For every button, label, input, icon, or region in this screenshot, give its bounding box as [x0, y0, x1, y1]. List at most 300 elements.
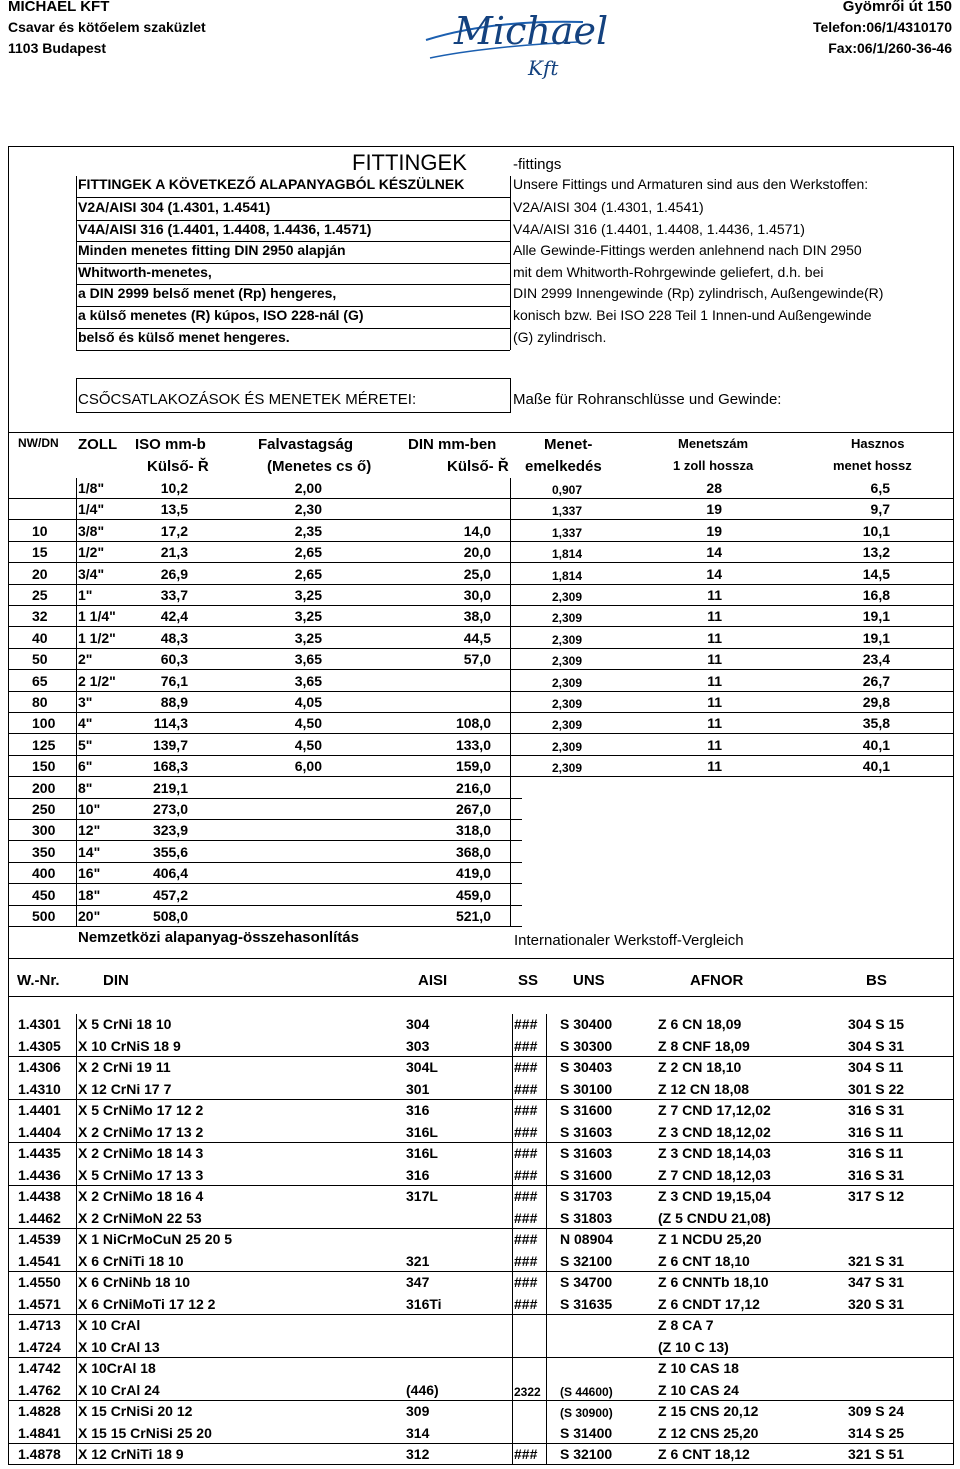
- materials-cell: S 31400: [560, 1425, 613, 1441]
- materials-cell: 1.4401: [18, 1102, 61, 1118]
- sizes-cell: 80: [32, 694, 48, 710]
- intro-right-line: Unsere Fittings und Armaturen sind aus den Werkstoffen:: [513, 176, 869, 192]
- sizes-cell: 9,7: [870, 501, 890, 517]
- sizes-cell: 10,2: [160, 480, 188, 496]
- sizes-header-1: Hasznos: [851, 436, 905, 451]
- materials-row: [10, 1423, 954, 1444]
- materials-cell: S 30400: [560, 1016, 613, 1032]
- sizes-cell: 459,0: [455, 887, 491, 903]
- sizes-row: [10, 735, 954, 756]
- intro-left-line: belső és külső menet hengeres.: [78, 329, 290, 345]
- sizes-cell: 273,0: [152, 801, 188, 817]
- sizes-header-2: menet hossz: [833, 458, 912, 473]
- sizes-cell: 4,50: [294, 715, 322, 731]
- sizes-cell: 11: [707, 630, 722, 646]
- logo-sub: Kft: [528, 56, 559, 80]
- materials-cell: S 32100: [560, 1253, 613, 1269]
- sizes-cell: 114,3: [153, 715, 188, 731]
- materials-cell: ###: [514, 1210, 538, 1226]
- materials-cell: Z 15 CNS 20,12: [658, 1403, 759, 1419]
- materials-cell: S 30403: [560, 1059, 613, 1075]
- materials-title-hu: Nemzetközi alapanyag-összehasonlítás: [78, 929, 359, 946]
- materials-cell: 316L: [406, 1145, 438, 1161]
- sizes-cell: 42,4: [160, 608, 188, 624]
- sizes-cell: 2,65: [294, 566, 322, 582]
- rule: [8, 519, 954, 520]
- rule: [510, 478, 511, 927]
- materials-cell: 304 S 15: [848, 1016, 905, 1032]
- materials-cell: 309: [406, 1403, 430, 1419]
- materials-header-cell: SS: [518, 972, 539, 989]
- rule: [76, 263, 510, 264]
- sizes-row: [10, 906, 954, 927]
- materials-cell: 317 S 12: [848, 1188, 905, 1204]
- materials-cell: Z 2 CN 18,10: [658, 1059, 742, 1075]
- materials-cell: 1.4305: [18, 1038, 61, 1054]
- sizes-cell: 133,0: [455, 737, 491, 753]
- materials-header-cell: AISI: [418, 972, 448, 989]
- sizes-cell: 76,1: [160, 673, 188, 689]
- sizes-cell: 150: [32, 758, 56, 774]
- materials-cell: X 2 CrNi 19 11: [78, 1059, 171, 1075]
- materials-cell: 1.4762: [18, 1382, 61, 1398]
- intro-title-de: -fittings: [513, 156, 562, 173]
- sizes-cell: 100: [32, 715, 56, 731]
- materials-cell: 1.4724: [18, 1339, 61, 1355]
- sizes-cell: 15: [32, 544, 48, 560]
- materials-row: [10, 1036, 954, 1057]
- sizes-cell: 318,0: [455, 822, 491, 838]
- materials-row: [10, 1143, 954, 1164]
- materials-cell: 1.4435: [18, 1145, 61, 1161]
- sizes-cell: 13,5: [160, 501, 188, 517]
- materials-cell: 316: [406, 1102, 430, 1118]
- materials-cell: S 31803: [560, 1210, 613, 1226]
- sizes-row: [10, 606, 954, 627]
- sizes-header-2: 1 zoll hossza: [673, 458, 754, 473]
- materials-cell: 1.4462: [18, 1210, 61, 1226]
- sizes-header-1: ISO mm-b: [135, 436, 206, 453]
- sizes-row: [10, 799, 954, 820]
- materials-header-cell: W.-Nr.: [17, 972, 60, 989]
- materials-header-cell: UNS: [573, 972, 605, 989]
- materials-cell: 314: [406, 1425, 430, 1441]
- sizes-cell: 32: [32, 608, 48, 624]
- materials-cell: ###: [514, 1231, 538, 1247]
- materials-cell: 316: [406, 1167, 430, 1183]
- materials-cell: ###: [514, 1167, 538, 1183]
- materials-header-cell: BS: [866, 972, 887, 989]
- sizes-cell: 368,0: [455, 844, 491, 860]
- sizes-row: [10, 671, 954, 692]
- materials-cell: ###: [514, 1446, 538, 1462]
- materials-cell: 316 S 11: [848, 1124, 904, 1140]
- sizes-header-1: NW/DN: [18, 436, 59, 450]
- materials-cell: 1.4571: [18, 1296, 61, 1312]
- materials-cell: ###: [514, 1059, 538, 1075]
- materials-cell: S 31600: [560, 1167, 613, 1183]
- sizes-row: [10, 499, 954, 520]
- sizes-row: [10, 478, 954, 499]
- rule: [76, 306, 510, 307]
- materials-cell: 1.4404: [18, 1124, 61, 1140]
- rule: [8, 432, 954, 433]
- sizes-header-2: emelkedés: [525, 458, 602, 475]
- sizes-cell: 457,2: [152, 887, 188, 903]
- rule: [8, 840, 522, 841]
- sizes-row: [10, 713, 954, 734]
- materials-cell: Z 3 CND 18,14,03: [658, 1145, 771, 1161]
- materials-cell: 314 S 25: [848, 1425, 905, 1441]
- materials-row: [10, 1315, 954, 1336]
- sizes-cell: 267,0: [455, 801, 491, 817]
- sizes-cell: 6,5: [870, 480, 890, 496]
- materials-cell: Z 12 CN 18,08: [658, 1081, 750, 1097]
- materials-cell: X 5 CrNiMo 17 12 2: [78, 1102, 204, 1118]
- materials-cell: S 34700: [560, 1274, 613, 1290]
- materials-cell: 304L: [406, 1059, 438, 1075]
- sizes-cell: 10": [78, 801, 101, 817]
- materials-row: [10, 1358, 954, 1379]
- sizes-cell: 11: [707, 715, 722, 731]
- intro-right-line: V4A/AISI 316 (1.4401, 1.4408, 1.4436, 1.4571): [513, 221, 805, 237]
- materials-row: [10, 1122, 954, 1143]
- sizes-cell: 25: [32, 587, 48, 603]
- materials-header-cell: AFNOR: [690, 972, 744, 989]
- sizes-cell: 88,9: [160, 694, 188, 710]
- rule: [8, 733, 954, 734]
- rule: [510, 176, 511, 350]
- materials-cell: X 6 CrNiMoTi 17 12 2: [78, 1296, 216, 1312]
- sizes-header-1: ZOLL: [78, 436, 118, 453]
- materials-cell: 1.4541: [18, 1253, 61, 1269]
- sizes-cell: 508,0: [152, 908, 188, 924]
- materials-cell: Z 7 CND 17,12,02: [658, 1102, 771, 1118]
- materials-row: [10, 1251, 954, 1272]
- sizes-cell: 0,907: [551, 483, 582, 497]
- materials-cell: 303: [406, 1038, 430, 1054]
- sizes-cell: 26,7: [862, 673, 890, 689]
- sizes-cell: 355,6: [152, 844, 188, 860]
- sizes-cell: 350: [32, 844, 56, 860]
- materials-cell: N 08904: [560, 1231, 613, 1247]
- materials-cell: X 12 CrNi 17 7: [78, 1081, 172, 1097]
- materials-cell: (Z 10 C 13): [658, 1339, 729, 1355]
- sizes-row: [10, 542, 954, 563]
- intro-title-hu: FITTINGEK: [352, 150, 467, 175]
- materials-cell: 1.4306: [18, 1059, 61, 1075]
- materials-cell: (S 30900): [560, 1406, 613, 1420]
- materials-cell: X 6 CrNiNb 18 10: [78, 1274, 191, 1290]
- materials-cell: X 1 NiCrMoCuN 25 20 5: [78, 1231, 233, 1247]
- intro-right-line: (G) zylindrisch.: [513, 329, 607, 345]
- materials-cell: 347: [406, 1274, 430, 1290]
- sizes-cell: 10,1: [862, 523, 890, 539]
- sizes-cell: 11: [707, 694, 722, 710]
- materials-cell: X 2 CrNiMo 18 16 4: [78, 1188, 204, 1204]
- sizes-cell: 57,0: [463, 651, 491, 667]
- sizes-cell: 4,05: [294, 694, 322, 710]
- rule: [8, 669, 954, 670]
- sizes-cell: 2,00: [294, 480, 322, 496]
- rule: [76, 176, 77, 350]
- materials-cell: 321 S 51: [848, 1446, 905, 1462]
- rule: [8, 776, 954, 777]
- materials-cell: (446): [406, 1382, 439, 1398]
- materials-cell: 1.4828: [18, 1403, 61, 1419]
- sizes-cell: 1/4": [78, 501, 105, 517]
- rule: [512, 1014, 513, 1464]
- sizes-cell: 500: [32, 908, 56, 924]
- materials-cell: X 5 CrNiMo 17 13 3: [78, 1167, 204, 1183]
- materials-cell: 316L: [406, 1124, 438, 1140]
- sizes-cell: 168,3: [152, 758, 188, 774]
- sizes-cell: 300: [32, 822, 56, 838]
- materials-cell: 304 S 11: [848, 1059, 904, 1075]
- materials-cell: X 10 CrNiS 18 9: [78, 1038, 181, 1054]
- sizes-cell: 48,3: [160, 630, 188, 646]
- sizes-cell: 2,309: [551, 718, 582, 732]
- intro-left-line: V2A/AISI 304 (1.4301, 1.4541): [78, 199, 271, 215]
- sizes-cell: 8": [78, 780, 93, 796]
- sizes-cell: 250: [32, 801, 56, 817]
- sizes-row: [10, 778, 954, 799]
- materials-cell: X 10 CrAl 13: [78, 1339, 160, 1355]
- sizes-cell: 450: [32, 887, 56, 903]
- materials-cell: Z 3 CND 19,15,04: [658, 1188, 771, 1204]
- materials-cell: 304 S 31: [848, 1038, 905, 1054]
- materials-cell: 321 S 31: [848, 1253, 905, 1269]
- materials-cell: Z 10 CAS 24: [658, 1382, 739, 1398]
- materials-row: [10, 1401, 954, 1422]
- sizes-row: [10, 863, 954, 884]
- sizes-cell: 2 1/2": [78, 673, 116, 689]
- materials-cell: 316 S 31: [848, 1102, 905, 1118]
- materials-cell: 321: [406, 1253, 430, 1269]
- materials-cell: X 15 15 CrNiSi 25 20: [78, 1425, 212, 1441]
- materials-cell: Z 6 CNT 18,10: [658, 1253, 750, 1269]
- materials-row: [10, 1444, 954, 1465]
- materials-cell: Z 6 CNT 18,12: [658, 1446, 750, 1462]
- sizes-cell: 35,8: [862, 715, 890, 731]
- materials-row: [10, 1186, 954, 1207]
- intro-left-line: Whitworth-menetes,: [78, 264, 212, 280]
- sizes-cell: 521,0: [455, 908, 491, 924]
- rule: [76, 241, 510, 242]
- sizes-cell: 23,4: [862, 651, 890, 667]
- materials-cell: S 30300: [560, 1038, 613, 1054]
- materials-cell: Z 8 CNF 18,09: [658, 1038, 750, 1054]
- rule: [546, 1014, 547, 1464]
- sizes-row: [10, 885, 954, 906]
- sizes-cell: 4,50: [294, 737, 322, 753]
- sizes-cell: 6,00: [294, 758, 322, 774]
- sizes-cell: 20: [32, 566, 48, 582]
- materials-cell: 316 S 31: [848, 1167, 905, 1183]
- materials-cell: Z 6 CNNTb 18,10: [658, 1274, 769, 1290]
- materials-row: [10, 1208, 954, 1229]
- sizes-cell: 65: [32, 673, 48, 689]
- materials-cell: 316 S 11: [848, 1145, 904, 1161]
- sizes-cell: 60,3: [160, 651, 188, 667]
- materials-cell: X 10 CrAl: [78, 1317, 141, 1333]
- rule: [8, 626, 954, 627]
- sizes-cell: 29,8: [862, 694, 890, 710]
- rule: [8, 562, 954, 563]
- materials-cell: 1.4742: [18, 1360, 61, 1376]
- materials-cell: 1.4841: [18, 1425, 61, 1441]
- sizes-cell: 3,65: [294, 673, 322, 689]
- rule: [8, 926, 522, 927]
- rule: [76, 1014, 77, 1464]
- sizes-cell: 21,3: [160, 544, 188, 560]
- materials-header-cell: DIN: [103, 972, 129, 989]
- intro-right-line: Alle Gewinde-Fittings werden anlehnend nach DIN 2950: [513, 242, 862, 258]
- materials-cell: ###: [514, 1016, 538, 1032]
- sizes-cell: 125: [32, 737, 56, 753]
- materials-cell: 309 S 24: [848, 1403, 905, 1419]
- sizes-cell: 2,30: [294, 501, 322, 517]
- materials-cell: 1.4438: [18, 1188, 61, 1204]
- sizes-cell: 26,9: [160, 566, 188, 582]
- materials-cell: 301 S 22: [848, 1081, 905, 1097]
- company-name: MICHAEL KFT: [8, 0, 110, 15]
- sizes-cell: 14: [706, 566, 722, 582]
- sizes-cell: 323,9: [152, 822, 188, 838]
- rule: [8, 1464, 954, 1465]
- materials-cell: X 2 CrNiMo 18 14 3: [78, 1145, 204, 1161]
- company-logo: [418, 0, 609, 82]
- sizes-cell: 1,337: [551, 504, 582, 518]
- sizes-cell: 200: [32, 780, 56, 796]
- rule: [8, 883, 522, 884]
- sizes-cell: 3,25: [294, 630, 322, 646]
- sizes-cell: 2,309: [551, 654, 582, 668]
- sizes-row: [10, 842, 954, 863]
- sizes-cell: 19,1: [862, 608, 890, 624]
- sizes-cell: 19: [706, 501, 722, 517]
- sizes-cell: 216,0: [455, 780, 491, 796]
- materials-row: [10, 1229, 954, 1250]
- sizes-cell: 1": [78, 587, 93, 603]
- intro-left-line: a DIN 2999 belső menet (Rp) hengeres,: [78, 285, 337, 301]
- materials-cell: 320 S 31: [848, 1296, 905, 1312]
- materials-cell: (Z 5 CNDU 21,08): [658, 1210, 771, 1226]
- materials-cell: 1.4539: [18, 1231, 61, 1247]
- materials-title-de: Internationaler Werkstoff-Vergleich: [514, 932, 744, 949]
- intro-right-line: mit dem Whitworth-Rohrgewinde geliefert, d.h. bei: [513, 264, 824, 280]
- sizes-row: [10, 692, 954, 713]
- sizes-cell: 17,2: [160, 523, 188, 539]
- sizes-cell: 11: [707, 758, 722, 774]
- sizes-cell: 3,25: [294, 587, 322, 603]
- sizes-cell: 12": [78, 822, 101, 838]
- materials-cell: 1.4878: [18, 1446, 61, 1462]
- sizes-cell: 20,0: [463, 544, 491, 560]
- materials-cell: S 32100: [560, 1446, 613, 1462]
- rule: [76, 197, 510, 198]
- sizes-row: [10, 756, 954, 777]
- materials-cell: ###: [514, 1102, 538, 1118]
- sizes-cell: 14": [78, 844, 101, 860]
- sizes-cell: 419,0: [455, 865, 491, 881]
- materials-row: [10, 1057, 954, 1078]
- materials-cell: X 2 CrNiMoN 22 53: [78, 1210, 202, 1226]
- materials-cell: S 31635: [560, 1296, 613, 1312]
- materials-cell: Z 6 CNDT 17,12: [658, 1296, 760, 1312]
- materials-row: [10, 1165, 954, 1186]
- sizes-header-1: Falvastagság: [258, 436, 354, 453]
- sizes-cell: 2,309: [551, 740, 582, 754]
- sizes-cell: 3,65: [294, 651, 322, 667]
- sizes-cell: 2,309: [551, 611, 582, 625]
- materials-row: [10, 1014, 954, 1035]
- sizes-cell: 44,5: [463, 630, 491, 646]
- sizes-cell: 1/8": [78, 480, 105, 496]
- sizes-cell: 219,1: [152, 780, 188, 796]
- materials-cell: Z 8 CA 7: [658, 1317, 714, 1333]
- intro-left-line: FITTINGEK A KÖVETKEZŐ ALAPANYAGBÓL KÉSZÜLNEK: [78, 176, 465, 192]
- materials-cell: Z 3 CND 18,12,02: [658, 1124, 771, 1140]
- sizes-cell: 16,8: [862, 587, 890, 603]
- sizes-cell: 2": [78, 651, 93, 667]
- materials-cell: ###: [514, 1296, 538, 1312]
- sizes-cell: 3": [78, 694, 93, 710]
- materials-row: [10, 1100, 954, 1121]
- materials-cell: Z 12 CNS 25,20: [658, 1425, 759, 1441]
- company-city: 1103 Budapest: [8, 40, 107, 56]
- sizes-cell: 11: [707, 608, 722, 624]
- materials-cell: 301: [406, 1081, 430, 1097]
- sizes-cell: 38,0: [463, 608, 491, 624]
- sizes-header-2: (Menetes cs ő): [267, 458, 372, 475]
- materials-row: [10, 1294, 954, 1315]
- sizes-cell: 40,1: [862, 758, 890, 774]
- sizes-cell: 1,814: [551, 547, 582, 561]
- sizes-cell: 18": [78, 887, 101, 903]
- sizes-cell: 1 1/4": [78, 608, 116, 624]
- materials-cell: X 15 CrNiSi 20 12: [78, 1403, 193, 1419]
- materials-row: [10, 1079, 954, 1100]
- sizes-cell: 6": [78, 758, 93, 774]
- materials-cell: ###: [514, 1274, 538, 1290]
- rule: [76, 478, 77, 927]
- materials-row: [10, 1337, 954, 1358]
- sizes-cell: 2,309: [551, 761, 582, 775]
- sizes-cell: 40,1: [862, 737, 890, 753]
- sizes-header-2: Külső- Ř: [147, 458, 209, 475]
- intro-left-line: Minden menetes fitting DIN 2950 alapján: [78, 242, 346, 258]
- sizes-cell: 50: [32, 651, 48, 667]
- materials-cell: S 31603: [560, 1124, 613, 1140]
- rule: [76, 328, 510, 329]
- materials-cell: ###: [514, 1188, 538, 1204]
- sizes-cell: 139,7: [152, 737, 188, 753]
- materials-cell: S 31603: [560, 1145, 613, 1161]
- company-subtitle: Csavar és kötőelem szaküzlet: [8, 19, 206, 35]
- materials-cell: 316Ti: [406, 1296, 442, 1312]
- materials-cell: S 31703: [560, 1188, 613, 1204]
- materials-cell: S 30100: [560, 1081, 613, 1097]
- materials-cell: ###: [514, 1038, 538, 1054]
- sizes-cell: 14: [706, 544, 722, 560]
- sizes-cell: 11: [707, 737, 722, 753]
- materials-cell: 2322: [514, 1385, 541, 1399]
- materials-cell: Z 6 CN 18,09: [658, 1016, 742, 1032]
- materials-cell: X 6 CrNiTi 18 10: [78, 1253, 184, 1269]
- company-street: Gyömrői út 150: [842, 0, 952, 15]
- company-phone: Telefon:06/1/4310170: [812, 19, 952, 35]
